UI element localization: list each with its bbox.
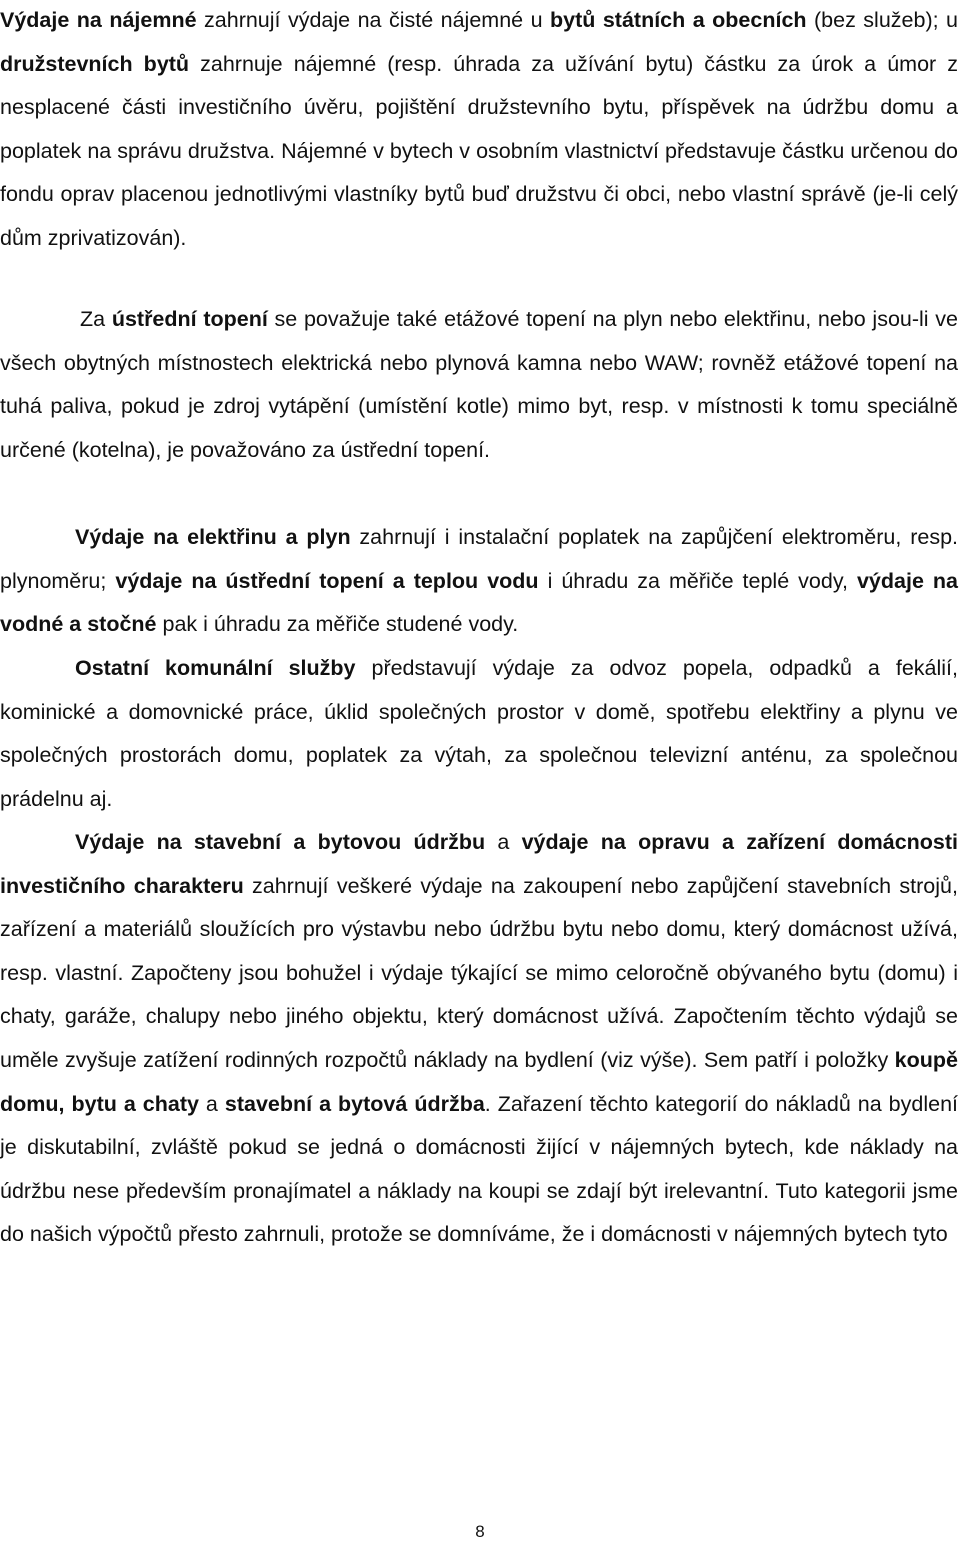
bold-term: ústřední topení [111, 307, 268, 331]
text-run: představují výdaje za odvoz popela, odpadků a fekálií, kominické a domovnické práce, úklid společných prostor v domě, spotřebu elektřiny a plynu ve společných prostorách domu, poplatek za výtah, za společnou televizní anténu, za společnou prádelnu aj. [0, 656, 958, 811]
text-run: zahrnují i instalační poplatek na zapůjčení elektroměru, resp. plynoměru; [0, 525, 958, 593]
text-run: a [198, 1091, 225, 1116]
text-run: (bez služeb); u [806, 8, 958, 32]
text-run: zahrnují veškeré výdaje na zakoupení nebo zapůjčení stavebních strojů, zařízení a materiálů sloužících pro výstavbu nebo údržbu bytu nebo domu, který domácnost užívá, resp. vlastní. Započteny jsou bohužel i výdaje týkající se mimo celoročně obývaného bytu (domu) i chaty, garáže, chalupy nebo jiného objektu, který domácnost užívá. Započtením těchto výdajů se uměle zvyšuje zatížení rodinných rozpočtů náklady na bydlení (viz výše). Sem patří i položky [0, 873, 958, 1072]
paragraph-central-heating [0, 298, 960, 472]
paragraph-rent-expenses [0, 0, 960, 261]
text-run: se považuje také etážové topení na plyn nebo elektřinu, nebo jsou-li ve všech obytných místnostech elektrická nebo plynová kamna nebo WAW; rovněž etážové topení na tuhá paliva, pokud je zdroj vytápění (umístění kotle) mimo byt, resp. v místnosti k tomu speciálně určené (kotelna), je považováno za ústřední topení. [0, 307, 959, 462]
text-run: . Zařazení těchto kategorií do nákladů na bydlení je diskutabilní, zvláště pokud se jedná o domácnosti žijící v nájemných bytech, kde náklady na údržbu nese především pronajímatel a náklady na koupi se zdají být irelevantní. Tuto kategorii jsme do našich výpočtů přesto zahrnuli, protože se domníváme, že i domácnosti v nájemných bytech tyto [0, 1091, 958, 1247]
bold-term: koupě domu, bytu a chaty [0, 1047, 958, 1116]
bold-term: družstevních bytů [0, 51, 190, 76]
bold-term: Ostatní komunální služby [75, 656, 356, 680]
bold-term: výdaje na opravu a zařízení domácnosti investičního charakteru [0, 830, 959, 898]
text-run: pak i úhradu za měřiče studené vody. [156, 612, 519, 637]
text-run: zahrnuje nájemné (resp. úhrada za užívání bytu) částku za úrok a úmor z nesplacené části investičního úvěru, pojištění družstevního bytu, příspěvek na údržbu domu a poplatek na správu družstva. Nájemné v bytech v osobním vlastnictví představuje částku určenou do fondu oprav placenou jednotlivými vlastníky bytů buď družstvu či obci, nebo vlastní správě (je-li celý dům zprivatizován). [0, 51, 959, 250]
text-run: a [485, 830, 522, 854]
bold-term: stavební a bytová údržba [224, 1091, 485, 1116]
page-number: 8 [475, 1522, 485, 1541]
bold-term: Výdaje na elektřinu a plyn [75, 525, 351, 549]
bold-term: výdaje na vodné a stočné [0, 568, 959, 637]
bold-term: bytů státních a obecních [550, 8, 807, 32]
text-run: Za [80, 307, 112, 331]
bold-term: výdaje na ústřední topení a teplou vodu [115, 568, 539, 593]
text-run: i úhradu za měřiče teplé vody, [538, 568, 857, 593]
bold-term: Výdaje na stavební a bytovou údržbu [75, 830, 486, 854]
bold-term: Výdaje na nájemné [0, 8, 197, 32]
text-run: zahrnují výdaje na čisté nájemné u [196, 8, 550, 32]
paragraph-electricity-gas [0, 516, 960, 647]
paragraph-maintenance-expenses [0, 821, 960, 1257]
paragraph-communal-services [0, 647, 960, 821]
